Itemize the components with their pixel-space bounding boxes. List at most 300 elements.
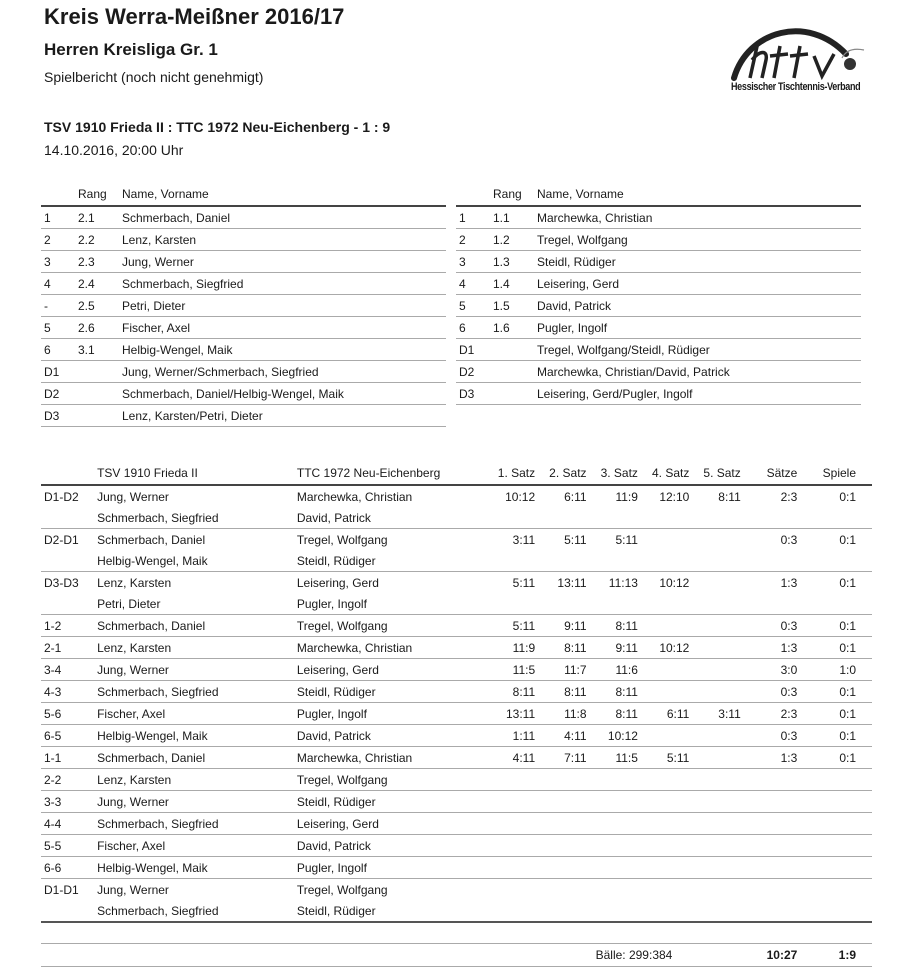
lineup-rang: [490, 383, 534, 405]
set-5-score: [692, 835, 743, 857]
saetze-score: 0:3: [744, 681, 801, 703]
lineup-position: 5: [456, 295, 490, 317]
home-player: Schmerbach, Siegfried: [94, 813, 294, 835]
guest-player: Tregel, Wolfgang: [294, 769, 487, 791]
total-balls: Bälle: 299:384: [487, 944, 693, 967]
lineup-name: Steidl, Rüdiger: [534, 251, 861, 273]
lineup-name: Jung, Werner: [119, 251, 446, 273]
lineup-position: 1: [456, 206, 490, 229]
home-player: Petri, Dieter: [94, 593, 294, 615]
set-2-score: [538, 791, 589, 813]
set-4-score: [641, 659, 692, 681]
game-row: [41, 550, 872, 572]
lineup-position: 4: [41, 273, 75, 295]
httv-logo: [728, 20, 878, 100]
col-rang: Rang: [490, 183, 534, 206]
guest-player: Steidl, Rüdiger: [294, 681, 487, 703]
set-3-score: 11:5: [590, 747, 641, 769]
set-2-score: [538, 550, 589, 572]
set-4-score: [641, 615, 692, 637]
col-set-4: 4. Satz: [641, 462, 692, 485]
set-5-score: [692, 725, 743, 747]
set-4-score: [641, 900, 692, 922]
set-5-score: [692, 813, 743, 835]
home-player: Fischer, Axel: [94, 703, 294, 725]
col-set-5: 5. Satz: [692, 462, 743, 485]
set-5-score: [692, 529, 743, 551]
guest-lineup-row: [456, 361, 861, 383]
home-player: Helbig-Wengel, Maik: [94, 550, 294, 572]
home-player: Schmerbach, Siegfried: [94, 507, 294, 529]
home-lineup-row: [41, 295, 446, 317]
game-code: [41, 507, 94, 529]
set-2-score: [538, 879, 589, 901]
home-player: Schmerbach, Daniel: [97, 532, 206, 547]
game-row: [41, 835, 872, 857]
spiele-score: [800, 507, 872, 529]
saetze-score: 0:3: [780, 532, 798, 547]
set-4-score: [641, 835, 692, 857]
spiele-score: 0:1: [800, 703, 872, 725]
spiele-score: [800, 791, 872, 813]
lineup-rang: [490, 339, 534, 361]
lineup-name: Helbig-Wengel, Maik: [119, 339, 446, 361]
spacer-row: [41, 922, 872, 944]
col-name: Name, Vorname: [119, 183, 446, 206]
set-3-score: 11:13: [608, 575, 638, 590]
col-rang: Rang: [75, 183, 119, 206]
set-3-score: 5:11: [615, 532, 638, 547]
home-lineup-row: [41, 229, 446, 251]
set-2-score: 8:11: [538, 681, 589, 703]
game-row: [41, 529, 872, 551]
lineup-position: 2: [456, 229, 490, 251]
lineup-rang: 1.5: [490, 295, 534, 317]
guest-player: Marchewka, Christian: [294, 637, 487, 659]
match-datetime: 14.10.2016, 20:00 Uhr: [44, 142, 184, 158]
lineup-rang: [75, 383, 119, 405]
lineup-name: David, Patrick: [534, 295, 861, 317]
saetze-score: 1:3: [744, 747, 801, 769]
game-code: 5-5: [41, 835, 94, 857]
set-3-score: [590, 879, 641, 901]
guest-player: David, Patrick: [294, 835, 487, 857]
saetze-score: 2:3: [744, 703, 801, 725]
lineup-position: 2: [41, 229, 75, 251]
lineup-position: 4: [456, 273, 490, 295]
home-player: Fischer, Axel: [94, 835, 294, 857]
set-1-score: [487, 791, 538, 813]
saetze-score: 3:0: [744, 659, 801, 681]
col-set-1: 1. Satz: [487, 462, 538, 485]
set-2-score: [538, 857, 589, 879]
set-5-score: [692, 879, 743, 901]
lineup-position: D2: [41, 383, 75, 405]
game-row: [41, 725, 872, 747]
lineup-position: 6: [41, 339, 75, 361]
guest-lineup-row: [456, 229, 861, 251]
guest-player: Tregel, Wolfgang: [296, 882, 388, 897]
set-5-score: 3:11: [692, 703, 743, 725]
guest-lineup-row: [456, 317, 861, 339]
lineup-position: 1: [41, 206, 75, 229]
game-code: [41, 900, 94, 922]
lineup-position: -: [41, 295, 75, 317]
set-4-score: [641, 857, 692, 879]
lineup-rang: 2.6: [75, 317, 119, 339]
lineup-rang: [75, 361, 119, 383]
game-code: [41, 593, 94, 615]
game-row: [41, 637, 872, 659]
league-title: Herren Kreisliga Gr. 1: [44, 40, 218, 59]
lineup-position: D3: [41, 405, 75, 427]
set-4-score: 12:10: [659, 489, 690, 504]
set-2-score: [538, 900, 589, 922]
lineup-position: 5: [41, 317, 75, 339]
guest-lineup-row: [456, 251, 861, 273]
set-3-score: [590, 835, 641, 857]
guest-player: Marchewka, Christian: [296, 489, 413, 504]
games-table: [41, 462, 872, 967]
report-status: Spielbericht (noch nicht genehmigt): [44, 69, 264, 85]
saetze-score: [744, 507, 801, 529]
home-lineup-header: [41, 183, 446, 206]
game-code: 3-4: [41, 659, 94, 681]
home-lineup-row: [41, 339, 446, 361]
spiele-score: [800, 813, 872, 835]
game-row: [41, 879, 872, 901]
httv-logo-icon: [728, 20, 878, 82]
saetze-score: [744, 550, 801, 572]
set-3-score: 8:11: [590, 615, 641, 637]
page-title: Kreis Werra-Meißner 2016/17: [44, 4, 345, 29]
set-3-score: [590, 791, 641, 813]
set-5-score: [692, 857, 743, 879]
game-code: 2-2: [41, 769, 94, 791]
set-2-score: 8:11: [538, 637, 589, 659]
set-1-score: 10:12: [505, 489, 536, 504]
set-1-score: 5:11: [512, 575, 536, 590]
spiele-score: 0:1: [839, 532, 856, 547]
lineup-rang: 1.1: [490, 206, 534, 229]
set-1-score: 11:9: [487, 637, 538, 659]
guest-lineup-header: [456, 183, 861, 206]
set-3-score: 8:11: [590, 703, 641, 725]
lineup-name: Marchewka, Christian: [534, 206, 861, 229]
set-4-score: [641, 550, 692, 572]
saetze-score: [744, 900, 801, 922]
home-lineup-row: [41, 383, 446, 405]
set-2-score: [538, 813, 589, 835]
set-1-score: [487, 550, 538, 572]
set-2-score: 5:11: [564, 532, 587, 547]
total-saetze: 10:27: [744, 944, 801, 967]
home-player: Jung, Werner: [97, 489, 169, 504]
guest-player: Steidl, Rüdiger: [294, 900, 487, 922]
lineup-name: Fischer, Axel: [119, 317, 446, 339]
set-2-score: 13:11: [557, 575, 587, 590]
home-player: Helbig-Wengel, Maik: [94, 725, 294, 747]
set-1-score: 8:11: [487, 681, 538, 703]
home-player: Jung, Werner: [94, 659, 294, 681]
game-row: [41, 485, 872, 507]
game-code: 2-1: [41, 637, 94, 659]
game-code: 4-4: [41, 813, 94, 835]
set-1-score: 3:11: [512, 532, 536, 547]
game-code: D1-D2: [44, 489, 79, 504]
set-3-score: [590, 813, 641, 835]
set-2-score: 6:11: [564, 489, 587, 504]
set-1-score: [487, 857, 538, 879]
spiele-score: [800, 879, 872, 901]
game-code: D1-D1: [44, 882, 79, 897]
lineup-position: 6: [456, 317, 490, 339]
match-title: TSV 1910 Frieda II : TTC 1972 Neu-Eichenberg - 1 : 9: [44, 119, 391, 135]
game-code: 1-1: [41, 747, 94, 769]
game-code: [41, 550, 94, 572]
set-3-score: [590, 769, 641, 791]
set-2-score: 7:11: [538, 747, 589, 769]
spiele-score: 0:1: [800, 637, 872, 659]
game-row: [41, 681, 872, 703]
home-player: Jung, Werner: [97, 882, 169, 897]
game-row: [41, 813, 872, 835]
col-set-2: 2. Satz: [538, 462, 589, 485]
lineup-name: Schmerbach, Siegfried: [119, 273, 446, 295]
set-5-score: [692, 791, 743, 813]
set-4-score: 5:11: [641, 747, 692, 769]
set-3-score: [590, 507, 641, 529]
col-guest-team: TTC 1972 Neu-Eichenberg: [294, 462, 487, 485]
set-3-score: 11:9: [615, 489, 638, 504]
game-row: [41, 572, 872, 594]
game-code: D2-D1: [44, 532, 79, 547]
game-row: [41, 703, 872, 725]
lineup-rang: 3.1: [75, 339, 119, 361]
set-4-score: [641, 681, 692, 703]
game-row: [41, 507, 872, 529]
lineup-rang: 2.1: [75, 206, 119, 229]
set-2-score: [538, 507, 589, 529]
guest-lineup-table: [456, 183, 861, 405]
lineup-rang: 1.2: [490, 229, 534, 251]
game-row: [41, 900, 872, 922]
set-1-score: 1:11: [487, 725, 538, 747]
lineup-rang: [75, 405, 119, 427]
lineup-position: D2: [456, 361, 490, 383]
spiele-score: 1:0: [800, 659, 872, 681]
set-4-score: 10:12: [659, 575, 690, 590]
set-2-score: [538, 593, 589, 615]
set-5-score: [692, 593, 743, 615]
game-code: 6-6: [41, 857, 94, 879]
lineup-rang: 2.2: [75, 229, 119, 251]
game-code: 3-3: [41, 791, 94, 813]
lineup-name: Jung, Werner/Schmerbach, Siegfried: [119, 361, 446, 383]
set-1-score: 5:11: [487, 615, 538, 637]
spiele-score: 0:1: [800, 681, 872, 703]
total-spiele: 1:9: [800, 944, 872, 967]
set-5-score: [692, 550, 743, 572]
set-1-score: [487, 900, 538, 922]
saetze-score: 1:3: [780, 575, 798, 590]
game-row: [41, 747, 872, 769]
col-position: [456, 183, 490, 206]
set-5-score: [692, 681, 743, 703]
lineup-rang: 1.3: [490, 251, 534, 273]
lineup-name: Lenz, Karsten: [119, 229, 446, 251]
saetze-score: [744, 791, 801, 813]
guest-player: Tregel, Wolfgang: [296, 532, 388, 547]
guest-player: David, Patrick: [294, 725, 487, 747]
game-code: 6-5: [41, 725, 94, 747]
set-5-score: [692, 900, 743, 922]
col-code: [41, 462, 94, 485]
lineup-rang: 2.3: [75, 251, 119, 273]
set-4-score: 10:12: [641, 637, 692, 659]
col-position: [41, 183, 75, 206]
home-player: Lenz, Karsten: [94, 769, 294, 791]
set-2-score: 11:8: [538, 703, 589, 725]
set-4-score: [641, 813, 692, 835]
set-4-score: [641, 879, 692, 901]
spiele-score: 0:1: [800, 615, 872, 637]
set-4-score: [641, 725, 692, 747]
spiele-score: [800, 835, 872, 857]
spiele-score: 0:1: [800, 747, 872, 769]
lineup-rang: 2.5: [75, 295, 119, 317]
saetze-score: [744, 769, 801, 791]
home-player: Schmerbach, Daniel: [94, 615, 294, 637]
spiele-score: [800, 593, 872, 615]
lineup-name: Petri, Dieter: [119, 295, 446, 317]
spiele-score: 0:1: [839, 575, 856, 590]
set-5-score: [692, 507, 743, 529]
guest-player: David, Patrick: [294, 507, 487, 529]
set-3-score: 9:11: [590, 637, 641, 659]
saetze-score: [744, 813, 801, 835]
saetze-score: [744, 879, 801, 901]
home-player: Lenz, Karsten: [94, 637, 294, 659]
set-1-score: [487, 769, 538, 791]
set-4-score: [641, 529, 692, 551]
saetze-score: [744, 593, 801, 615]
guest-player: Pugler, Ingolf: [294, 593, 487, 615]
home-lineup-row: [41, 317, 446, 339]
set-5-score: [692, 747, 743, 769]
spiele-score: 0:1: [800, 725, 872, 747]
game-code: 1-2: [41, 615, 94, 637]
home-player: Helbig-Wengel, Maik: [94, 857, 294, 879]
set-3-score: [590, 857, 641, 879]
home-lineup-table: [41, 183, 446, 427]
games-header: [41, 462, 872, 485]
set-2-score: [538, 835, 589, 857]
lineup-name: Tregel, Wolfgang/Steidl, Rüdiger: [534, 339, 861, 361]
lineup-name: Tregel, Wolfgang: [534, 229, 861, 251]
saetze-score: 0:3: [744, 615, 801, 637]
set-1-score: 11:5: [487, 659, 538, 681]
spiele-score: [800, 550, 872, 572]
set-2-score: 4:11: [538, 725, 589, 747]
lineup-name: Pugler, Ingolf: [534, 317, 861, 339]
set-1-score: [487, 813, 538, 835]
col-set-3: 3. Satz: [590, 462, 641, 485]
lineup-name: Leisering, Gerd/Pugler, Ingolf: [534, 383, 861, 405]
set-5-score: [692, 572, 743, 594]
col-saetze: Sätze: [744, 462, 801, 485]
saetze-score: [744, 857, 801, 879]
col-spiele: Spiele: [800, 462, 872, 485]
spiele-score: [800, 900, 872, 922]
guest-lineup-row: [456, 339, 861, 361]
set-3-score: 11:6: [590, 659, 641, 681]
set-2-score: 11:7: [538, 659, 589, 681]
lineup-name: Lenz, Karsten/Petri, Dieter: [119, 405, 446, 427]
set-4-score: [641, 791, 692, 813]
set-1-score: [487, 835, 538, 857]
game-row: [41, 857, 872, 879]
set-5-score: 8:11: [718, 489, 741, 504]
set-1-score: [487, 879, 538, 901]
lineup-position: D3: [456, 383, 490, 405]
set-3-score: 8:11: [590, 681, 641, 703]
guest-player: Steidl, Rüdiger: [294, 550, 487, 572]
set-1-score: [487, 593, 538, 615]
lineup-rang: 1.4: [490, 273, 534, 295]
lineup-rang: [490, 361, 534, 383]
lineup-position: 3: [456, 251, 490, 273]
guest-player: Pugler, Ingolf: [294, 703, 487, 725]
lineup-position: D1: [456, 339, 490, 361]
game-row: [41, 791, 872, 813]
saetze-score: 0:3: [744, 725, 801, 747]
guest-player: Steidl, Rüdiger: [294, 791, 487, 813]
lineup-name: Marchewka, Christian/David, Patrick: [534, 361, 861, 383]
home-lineup-row: [41, 273, 446, 295]
lineup-position: 3: [41, 251, 75, 273]
col-name: Name, Vorname: [534, 183, 861, 206]
set-3-score: [590, 593, 641, 615]
guest-player: Pugler, Ingolf: [294, 857, 487, 879]
set-1-score: 4:11: [487, 747, 538, 769]
set-4-score: [641, 769, 692, 791]
guest-player: Marchewka, Christian: [294, 747, 487, 769]
lineup-rang: 2.4: [75, 273, 119, 295]
guest-player: Tregel, Wolfgang: [294, 615, 487, 637]
set-5-score: [692, 659, 743, 681]
set-3-score: [590, 550, 641, 572]
guest-lineup-row: [456, 295, 861, 317]
col-home-team: TSV 1910 Frieda II: [94, 462, 294, 485]
set-2-score: 9:11: [538, 615, 589, 637]
set-1-score: 13:11: [487, 703, 538, 725]
set-5-score: [692, 769, 743, 791]
game-code: D3-D3: [44, 575, 79, 590]
spiele-score: [800, 857, 872, 879]
game-row: [41, 593, 872, 615]
home-lineup-row: [41, 206, 446, 229]
home-player: Lenz, Karsten: [97, 575, 172, 590]
set-1-score: [487, 507, 538, 529]
saetze-score: [744, 835, 801, 857]
set-5-score: [692, 615, 743, 637]
home-player: Schmerbach, Daniel: [94, 747, 294, 769]
set-2-score: [538, 769, 589, 791]
home-player: Schmerbach, Siegfried: [94, 681, 294, 703]
game-row: [41, 615, 872, 637]
game-row: [41, 769, 872, 791]
